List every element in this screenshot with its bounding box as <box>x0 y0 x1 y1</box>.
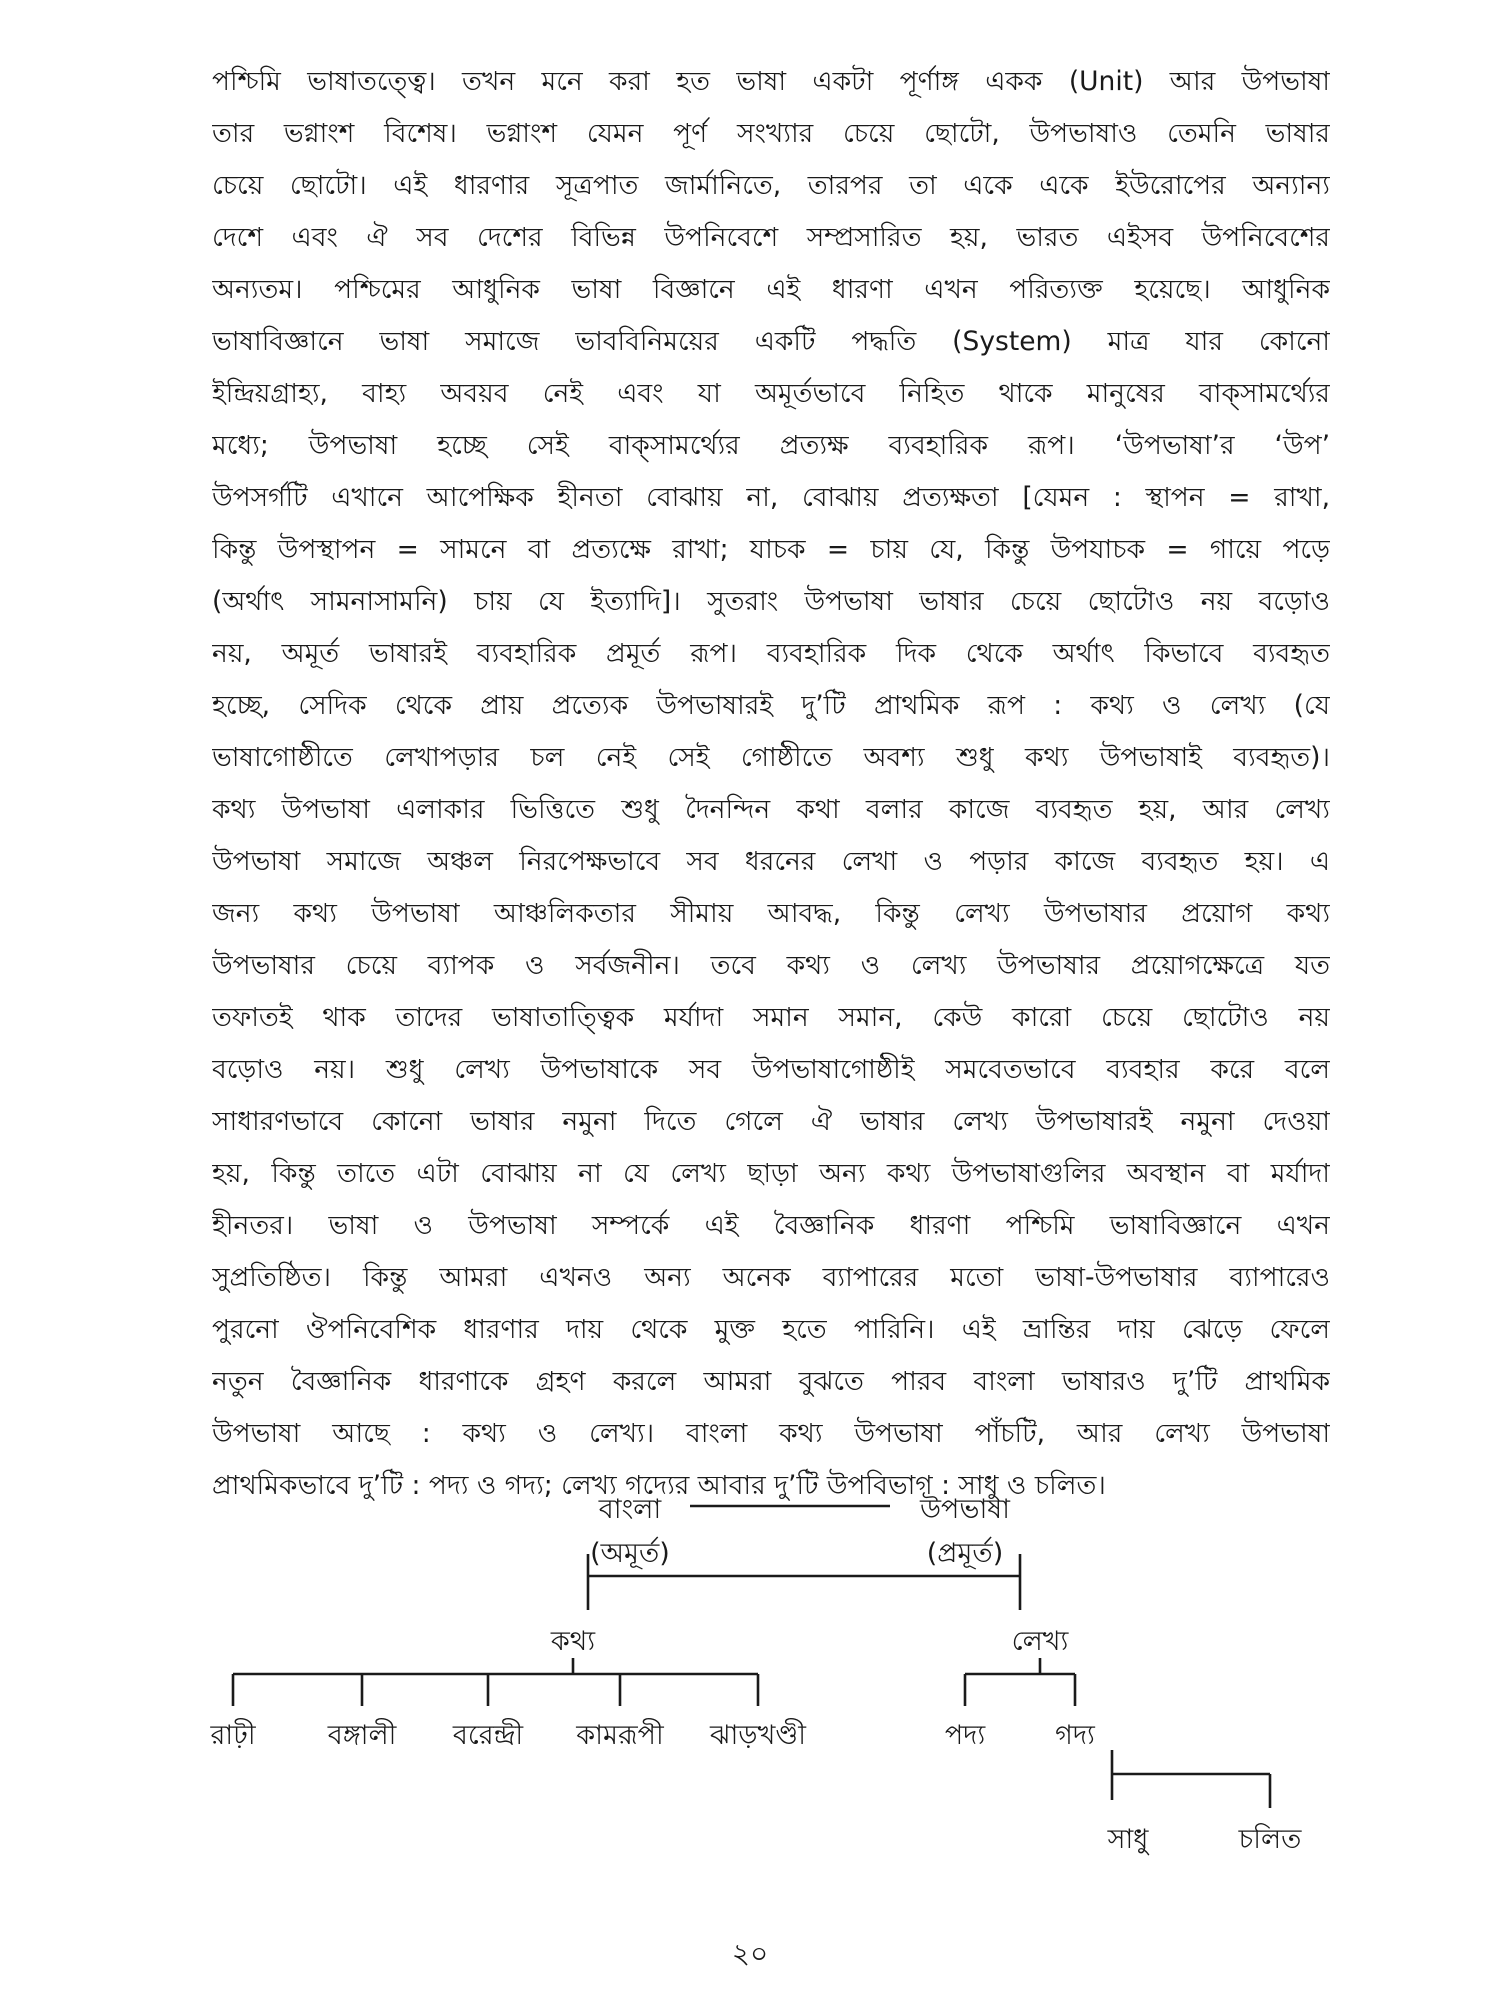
text-line: বড়োও নয়। শুধু লেখ্য উপভাষাকে সব উপভাষাগোষ্ঠীই সমবেতভাবে ব্যবহার করে বলে <box>212 1054 1330 1085</box>
text-line: কিন্তু উপস্থাপন = সামনে বা প্রত্যক্ষে রাখা; যাচক = চায় যে, কিন্তু উপযাচক = গায়ে পড়ে <box>212 534 1330 565</box>
node-upabhasha: উপভাষা <box>919 1494 1011 1525</box>
text-line: ভাষাগোষ্ঠীতে লেখাপড়ার চল নেই সেই গোষ্ঠীতে অবশ্য শুধু কথ্য উপভাষাই ব্যবহৃত)। <box>212 742 1330 773</box>
text-line: দেশে এবং ঐ সব দেশের বিভিন্ন উপনিবেশে সম্প্রসারিত হয়, ভারত এইসব উপনিবেশের <box>212 222 1330 253</box>
text-line: হচ্ছে, সেদিক থেকে প্রায় প্রত্যেক উপভাষারই দু’টি প্রাথমিক রূপ : কথ্য ও লেখ্য (যে <box>212 690 1330 721</box>
page-number: ২০ <box>731 1937 769 1970</box>
text-line: ইন্দ্রিয়গ্রাহ্য, বাহ্য অবয়ব নেই এবং যা অমূর্তভাবে নিহিত থাকে মানুষের বাক্‌সামর্থ্যের <box>212 378 1330 409</box>
text-line: উপভাষা আছে : কথ্য ও লেখ্য। বাংলা কথ্য উপভাষা পাঁচটি, আর লেখ্য উপভাষা <box>212 1418 1330 1449</box>
text-line: সুপ্রতিষ্ঠিত। কিন্তু আমরা এখনও অন্য অনেক ব্যাপারের মতো ভাষা-উপভাষার ব্যাপারেও <box>212 1262 1330 1293</box>
text-line: নতুন বৈজ্ঞানিক ধারণাকে গ্রহণ করলে আমরা বুঝতে পারব বাংলা ভাষারও দু’টি প্রাথমিক <box>212 1366 1330 1397</box>
node-written-form: গদ্য <box>1055 1720 1095 1751</box>
text-line: কথ্য উপভাষা এলাকার ভিত্তিতে শুধু দৈনন্দিন কথা বলার কাজে ব্যবহৃত হয়, আর লেখ্য <box>212 794 1330 825</box>
text-line: চেয়ে ছোটো। এই ধারণার সূত্রপাত জার্মানিতে, তারপর তা একে একে ইউরোপের অন্যান্য <box>212 170 1330 201</box>
text-line: উপসর্গটি এখানে আপেক্ষিক হীনতা বোঝায় না, বোঝায় প্রত্যক্ষতা [যেমন : স্থাপন = রাখা, <box>212 482 1330 513</box>
node-concrete-label: (প্রমূর্ত) <box>926 1538 1004 1569</box>
node-spoken-dialect: রাঢ়ী <box>210 1720 256 1751</box>
node-spoken-dialect: বরেন্দ্রী <box>452 1720 524 1751</box>
node-spoken-dialect: ঝাড়খণ্ডী <box>710 1720 806 1751</box>
node-spoken-dialect: কামরূপী <box>576 1720 664 1751</box>
text-line: পুরনো ঔপনিবেশিক ধারণার দায় থেকে মুক্ত হতে পারিনি। এই ভ্রান্তির দায় ঝেড়ে ফেলে <box>212 1314 1330 1345</box>
text-line: (অর্থাৎ সামনাসামনি) চায় যে ইত্যাদি]। সুতরাং উপভাষা ভাষার চেয়ে ছোটোও নয় বড়োও <box>212 586 1330 617</box>
text-line: ভাষাবিজ্ঞানে ভাষা সমাজে ভাববিনিময়ের একটি পদ্ধতি (System) মাত্র যার কোনো <box>212 326 1330 357</box>
text-line: অন্যতম। পশ্চিমের আধুনিক ভাষা বিজ্ঞানে এই ধারণা এখন পরিত্যক্ত হয়েছে। আধুনিক <box>212 274 1330 305</box>
node-written-form: পদ্য <box>944 1720 986 1751</box>
node-abstract-label: (অমূর্ত) <box>590 1538 670 1569</box>
text-line: হয়, কিন্তু তাতে এটা বোঝায় না যে লেখ্য ছাড়া অন্য কথ্য উপভাষাগুলির অবস্থান বা মর্যাদা <box>212 1158 1330 1189</box>
tree-connectors <box>233 1506 1270 1808</box>
node-bangla: বাংলা <box>598 1494 662 1525</box>
node-spoken-dialect: বঙ্গালী <box>327 1720 397 1751</box>
node-prose-form: সাধু <box>1107 1824 1149 1855</box>
text-line: হীনতর। ভাষা ও উপভাষা সম্পর্কে এই বৈজ্ঞানিক ধারণা পশ্চিমি ভাষাবিজ্ঞানে এখন <box>212 1210 1330 1241</box>
dialect-tree-diagram <box>0 1478 1500 1918</box>
text-line: উপভাষা সমাজে অঞ্চল নিরপেক্ষভাবে সব ধরনের লেখা ও পড়ার কাজে ব্যবহৃত হয়। এ <box>212 846 1330 877</box>
body-paragraph <box>212 56 1330 1512</box>
text-line: জন্য কথ্য উপভাষা আঞ্চলিকতার সীমায় আবদ্ধ, কিন্তু লেখ্য উপভাষার প্রয়োগ কথ্য <box>212 898 1330 929</box>
node-written: লেখ্য <box>1011 1626 1069 1657</box>
text-line: তার ভগ্নাংশ বিশেষ। ভগ্নাংশ যেমন পূর্ণ সংখ্যার চেয়ে ছোটো, উপভাষাও তেমনি ভাষার <box>212 118 1330 149</box>
text-line: মধ্যে; উপভাষা হচ্ছে সেই বাক্‌সামর্থ্যের প্রত্যক্ষ ব্যবহারিক রূপ। ‘উপভাষা’র ‘উপ’ <box>212 430 1330 461</box>
text-line: নয়, অমূর্ত ভাষারই ব্যবহারিক প্রমূর্ত রূপ। ব্যবহারিক দিক থেকে অর্থাৎ কিভাবে ব্যবহৃত <box>212 638 1330 669</box>
text-line: তফাতই থাক তাদের ভাষাতাত্ত্বিক মর্যাদা সমান সমান, কেউ কারো চেয়ে ছোটোও নয় <box>212 1002 1330 1033</box>
node-spoken: কথ্য <box>550 1626 596 1657</box>
text-line: প্রাথমিকভাবে দু’টি : পদ্য ও গদ্য; লেখ্য গদ্যের আবার দু’টি উপবিভাগ : সাধু ও চলিত। <box>212 1470 1106 1501</box>
text-line: পশ্চিমি ভাষাতত্ত্বে। তখন মনে করা হত ভাষা একটা পূর্ণাঙ্গ একক (Unit) আর উপভাষা <box>212 66 1330 97</box>
node-prose-form: চলিত <box>1238 1824 1302 1855</box>
text-line: সাধারণভাবে কোনো ভাষার নমুনা দিতে গেলে ঐ ভাষার লেখ্য উপভাষারই নমুনা দেওয়া <box>212 1106 1330 1137</box>
text-line: উপভাষার চেয়ে ব্যাপক ও সর্বজনীন। তবে কথ্য ও লেখ্য উপভাষার প্রয়োগক্ষেত্রে যত <box>212 950 1330 981</box>
